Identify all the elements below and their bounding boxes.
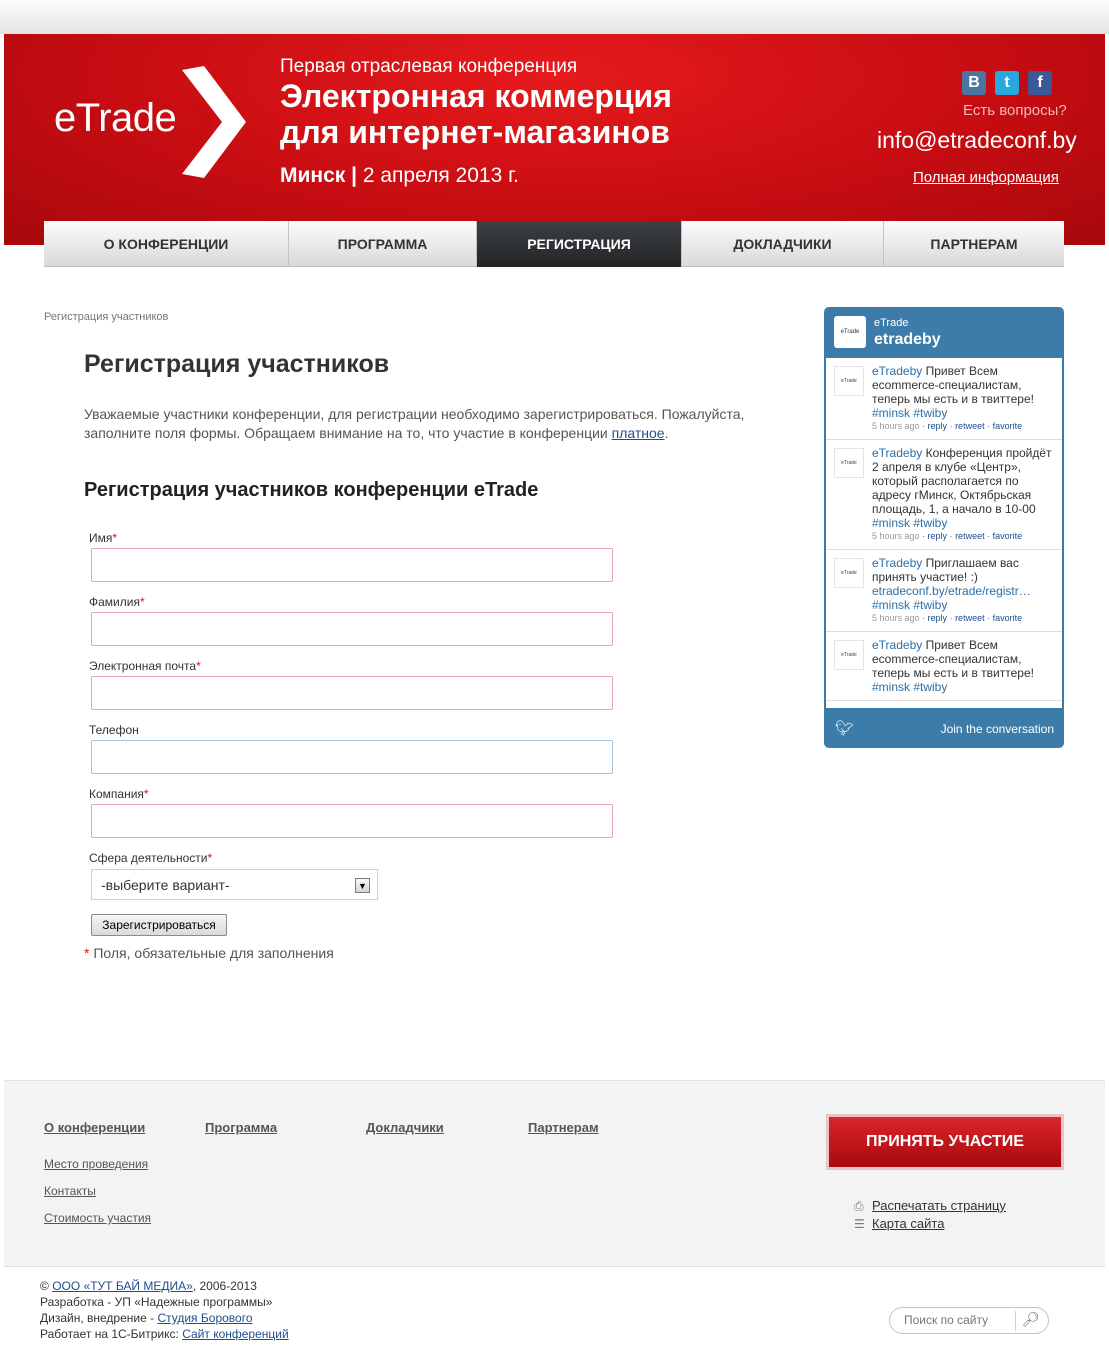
- footer-link-pricing[interactable]: Стоимость участия: [44, 1211, 152, 1225]
- breadcrumb: Регистрация участников: [44, 311, 169, 323]
- twitter-avatar[interactable]: eTrade: [834, 316, 866, 348]
- tweet-meta: 5 hours ago · reply · retweet · favorite: [872, 531, 1023, 541]
- tweet-list[interactable]: [826, 358, 1062, 708]
- tweet-text: Приглашаем вас принять участие! :): [872, 556, 1019, 584]
- main-nav: [44, 221, 1064, 267]
- company-input[interactable]: [91, 804, 613, 838]
- email-label: Электронная почта*: [89, 659, 201, 673]
- nav-item-program[interactable]: ПРОГРАММА: [289, 221, 477, 267]
- tutby-link[interactable]: ООО «ТУТ БАЙ МЕДИА»: [52, 1279, 193, 1293]
- tweet-user-link[interactable]: eTradeby: [872, 556, 923, 570]
- top-strip: [0, 0, 1109, 34]
- etrade-logo[interactable]: [54, 64, 254, 184]
- tweet-meta: 5 hours ago · reply · retweet · favorite: [872, 421, 1023, 431]
- tweet: [826, 358, 1062, 440]
- header-city: Минск |: [280, 164, 357, 187]
- site-header: [4, 34, 1105, 245]
- footer-link-venue[interactable]: Место проведения: [44, 1157, 149, 1171]
- nav-item-partners[interactable]: ПАРТНЕРАМ: [930, 236, 1018, 252]
- logo-text: eTrade: [54, 96, 177, 140]
- twitter-icon[interactable]: t: [995, 71, 1019, 95]
- sitemap-icon[interactable]: ☰: [854, 1217, 865, 1231]
- social-links: [962, 71, 1052, 95]
- chevron-down-icon[interactable]: ▼: [355, 878, 370, 893]
- printer-icon[interactable]: ⎙: [854, 1199, 864, 1213]
- activity-select[interactable]: [91, 869, 378, 900]
- header-title-line2: для интернет-магазинов: [280, 114, 670, 150]
- search-input[interactable]: [904, 1313, 1014, 1327]
- email-input[interactable]: [91, 676, 613, 710]
- phone-label: Телефон: [89, 723, 139, 737]
- facebook-icon[interactable]: f: [1028, 71, 1052, 95]
- tweet-tags[interactable]: #minsk #twiby: [872, 680, 948, 694]
- header-place-date: [280, 164, 519, 188]
- tweet-text: Привет Всем ecommerce-специалистам, теперь мы есть и в твиттере!: [872, 638, 1034, 680]
- bitrix-line: Работает на 1С-Битрикс: Сайт конференций: [40, 1327, 289, 1341]
- tweet-avatar[interactable]: eTrade: [834, 366, 864, 396]
- intro-text: [84, 405, 774, 443]
- copyright-line: © ООО «ТУТ БАЙ МЕДИА», 2006-2013: [40, 1279, 257, 1293]
- logo-chevron-icon: [174, 64, 254, 184]
- tweet-avatar[interactable]: eTrade: [834, 640, 864, 670]
- tweet-user-link[interactable]: eTradeby: [872, 638, 923, 652]
- header-title-line1: Электронная коммерция: [280, 78, 672, 114]
- nav-item-about[interactable]: О КОНФЕРЕНЦИИ: [44, 221, 289, 267]
- footer-link-partners[interactable]: Партнерам: [528, 1120, 599, 1135]
- site-footer: [4, 1080, 1105, 1267]
- conference-site-link[interactable]: Сайт конференций: [182, 1327, 289, 1341]
- phone-input[interactable]: [91, 740, 613, 774]
- activity-select-value: -выберите вариант-: [101, 876, 230, 893]
- tweet-text: Конференция пройдёт 2 апреля в клубе «Центр», который располагается по адресу гМинск, Октябрьская площадь, 1, а начало в 10-00: [872, 446, 1052, 516]
- register-button[interactable]: Зарегистрироваться: [91, 914, 227, 936]
- design-line: Дизайн, внедрение - Студия Борового: [40, 1311, 253, 1325]
- contact-email-link[interactable]: info@etradeconf.by: [877, 127, 1077, 153]
- tweet-meta: 5 hours ago · reply · retweet · favorite: [872, 613, 1023, 623]
- join-conversation-link[interactable]: Join the conversation: [940, 722, 1054, 736]
- form-title: Регистрация участников конференции eTrade: [84, 479, 539, 501]
- activity-label: Сфера деятельности*: [89, 851, 213, 865]
- twitter-widget: [824, 307, 1064, 748]
- tweet-user-link[interactable]: eTradeby: [872, 364, 923, 378]
- participate-button[interactable]: ПРИНЯТЬ УЧАСТИЕ: [826, 1114, 1064, 1170]
- print-page-link[interactable]: Распечатать страницу: [872, 1198, 1006, 1213]
- twitter-display-name: eTrade: [874, 317, 909, 329]
- copyright-block: [40, 1278, 289, 1342]
- first-name-input[interactable]: [91, 548, 613, 582]
- header-title: [280, 78, 750, 150]
- tweet-tags[interactable]: #minsk #twiby: [872, 516, 948, 530]
- page-title: Регистрация участников: [84, 350, 390, 378]
- header-date: 2 апреля 2013 г.: [362, 164, 520, 187]
- tweet-link[interactable]: etradeconf.by/etrade/registr…: [872, 584, 1031, 598]
- footer-link-about[interactable]: О конференции: [44, 1120, 146, 1135]
- first-name-label: Имя*: [89, 531, 118, 545]
- developer-line: Разработка - УП «Надежные программы»: [40, 1295, 273, 1309]
- last-name-label: Фамилия*: [89, 595, 145, 609]
- tweet-tags[interactable]: #minsk #twiby: [872, 406, 948, 420]
- footer-link-program[interactable]: Программа: [205, 1120, 278, 1135]
- tweet-avatar[interactable]: eTrade: [834, 558, 864, 588]
- twitter-widget-header: [834, 316, 1054, 358]
- sitemap-link[interactable]: Карта сайта: [872, 1216, 945, 1231]
- intro-body: Уважаемые участники конференции, для регистрации необходимо зарегистрироваться. Пожалуйста, заполните поля формы. Обращаем внимание на то, что участие в конференции: [84, 406, 745, 441]
- full-info-link[interactable]: Полная информация: [913, 169, 1059, 186]
- nav-item-registration[interactable]: РЕГИСТРАЦИЯ: [477, 221, 682, 267]
- header-subtitle: Первая отраслевая конференция: [280, 56, 578, 77]
- nav-item-speakers[interactable]: ДОКЛАДЧИКИ: [682, 221, 884, 267]
- questions-text: Есть вопросы?: [963, 102, 1067, 119]
- paid-link[interactable]: платное: [611, 425, 665, 441]
- tweet: [826, 632, 1062, 701]
- search-divider: [1015, 1311, 1016, 1331]
- tweet-tags[interactable]: #minsk #twiby: [872, 598, 948, 612]
- twitter-widget-footer: [824, 710, 1064, 748]
- tweet-avatar[interactable]: eTrade: [834, 448, 864, 478]
- tweet-user-link[interactable]: eTradeby: [872, 446, 923, 460]
- print-page: [854, 1198, 1006, 1214]
- sitemap: [854, 1216, 944, 1231]
- twitter-bird-icon[interactable]: 🐦︎: [835, 720, 855, 737]
- site-search: [889, 1307, 1049, 1334]
- twitter-handle[interactable]: etradeby: [874, 331, 941, 348]
- vk-icon[interactable]: B: [962, 71, 986, 95]
- tweet: [826, 440, 1062, 550]
- footer-link-speakers[interactable]: Докладчики: [366, 1120, 444, 1135]
- footer-link-contacts[interactable]: Контакты: [44, 1184, 96, 1198]
- intro-end: .: [664, 425, 669, 441]
- last-name-input[interactable]: [91, 612, 613, 646]
- company-label: Компания*: [89, 787, 149, 801]
- required-note: * Поля, обязательные для заполнения: [84, 945, 334, 961]
- tweet: [826, 550, 1062, 632]
- search-icon[interactable]: 🔎︎: [1022, 1311, 1040, 1327]
- tweet-text: Привет Всем ecommerce-специалистам, теперь мы есть и в твиттере!: [872, 364, 1034, 406]
- studio-link[interactable]: Студия Борового: [157, 1311, 253, 1325]
